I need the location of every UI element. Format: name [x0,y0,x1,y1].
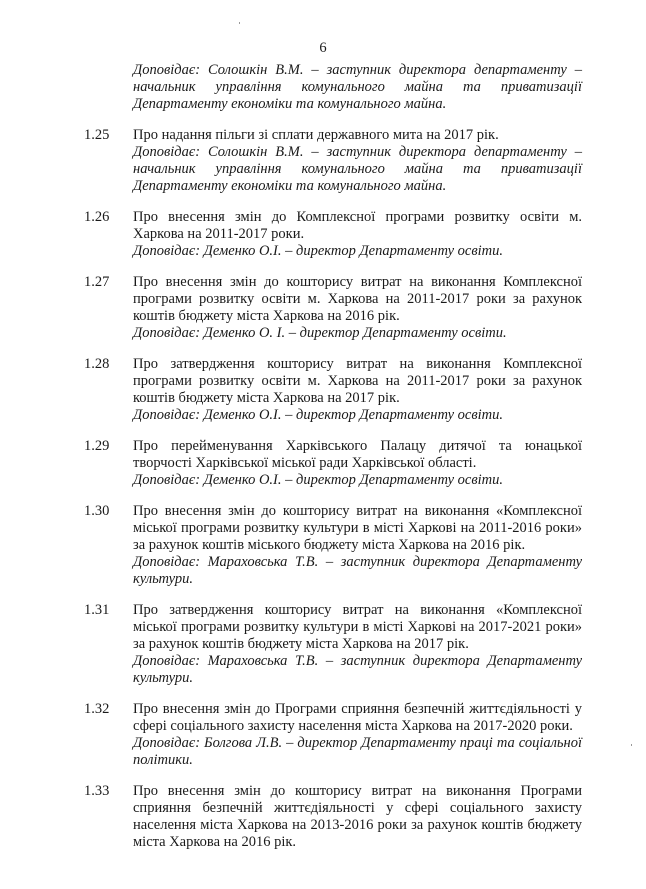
agenda-item-1-29 [84,438,582,489]
agenda-item-1-28 [84,356,582,424]
item-topic: Про внесення змін до кошторису витрат на виконання Програми сприяння безпечній життєдіяльності у сфері соціального захисту населення міста Харкова на 2013-2016 роки за рахунок коштів бюджету міста Харкова на 2016 рік. [133,783,582,850]
agenda-item-1-32 [84,701,582,769]
scan-speck [239,22,240,24]
item-topic: Про внесення змін до Комплексної програми розвитку освіти м. Харкова на 2011-2017 роки. [133,209,582,242]
agenda-item-1-25 [84,127,582,195]
agenda-item-1-26 [84,209,582,260]
item-speaker: Доповідає: Солошкін В.М. – заступник директора департаменту – начальник управління комунального майна та приватизації Департаменту економіки та комунального майна. [133,144,582,194]
item-speaker: Доповідає: Деменко О. І. – директор Департаменту освіти. [133,325,507,341]
page-number: 6 [319,40,327,56]
agenda-item-1-33 [84,783,582,851]
agenda-list [84,62,582,865]
item-speaker: Доповідає: Деменко О.І. – директор Департаменту освіти. [133,472,503,488]
item-topic: Про надання пільги зі сплати державного мита на 2017 рік. [133,127,499,143]
item-speaker: Доповідає: Деменко О.І. – директор Департаменту освіти. [133,243,503,259]
item-topic: Про затвердження кошторису витрат на виконання Комплексної програми розвитку освіти м. Харкова на 2011-2017 роки за рахунок коштів бюджету міста Харкова на 2017 рік. [133,356,582,406]
item-speaker: Доповідає: Болгова Л.В. – директор Департаменту праці та соціальної політики. [133,735,582,768]
item-number: 1.28 [84,356,110,372]
item-number: 1.31 [84,602,110,618]
item-speaker: Доповідає: Мараховська Т.В. – заступник директора Департаменту культури. [133,554,582,587]
agenda-item-1-30 [84,503,582,588]
item-speaker: Доповідає: Мараховська Т.В. – заступник директора Департаменту культури. [133,653,582,686]
item-number: 1.29 [84,438,110,454]
item-number: 1.25 [84,127,110,143]
item-topic: Про перейменування Харківського Палацу дитячої та юнацької творчості Харківської міської ради Харківської області. [133,438,582,471]
item-number: 1.26 [84,209,110,225]
item-topic: Про внесення змін до кошторису витрат на виконання «Комплексної міської програми розвитку культури в місті Харкові на 2011-2016 роки» за рахунок коштів міського бюджету міста Харкова на 2016 рік. [133,503,582,553]
agenda-item-1-31 [84,602,582,687]
lead-speaker: Доповідає: Солошкін В.М. – заступник директора департаменту – начальник управління комунального майна та приватизації Департаменту економіки та комунального майна. [133,62,582,112]
item-topic: Про внесення змін до кошторису витрат на виконання Комплексної програми розвитку освіти м. Харкова на 2011-2017 роки за рахунок коштів бюджету міста Харкова на 2016 рік. [133,274,582,324]
item-number: 1.33 [84,783,110,799]
scan-speck [631,744,632,746]
item-number: 1.30 [84,503,110,519]
item-topic: Про затвердження кошторису витрат на виконання «Комплексної міської програми розвитку культури в місті Харкові на 2017-2021 роки» за рахунок коштів бюджету міста Харкова на 2017 рік. [133,602,582,652]
item-number: 1.27 [84,274,110,290]
item-speaker: Доповідає: Деменко О.І. – директор Департаменту освіти. [133,407,503,423]
agenda-item-1-27 [84,274,582,342]
item-number: 1.32 [84,701,110,717]
item-topic: Про внесення змін до Програми сприяння безпечній життєдіяльності у сфері соціального захисту населення міста Харкова на 2017-2020 роки. [133,701,582,734]
